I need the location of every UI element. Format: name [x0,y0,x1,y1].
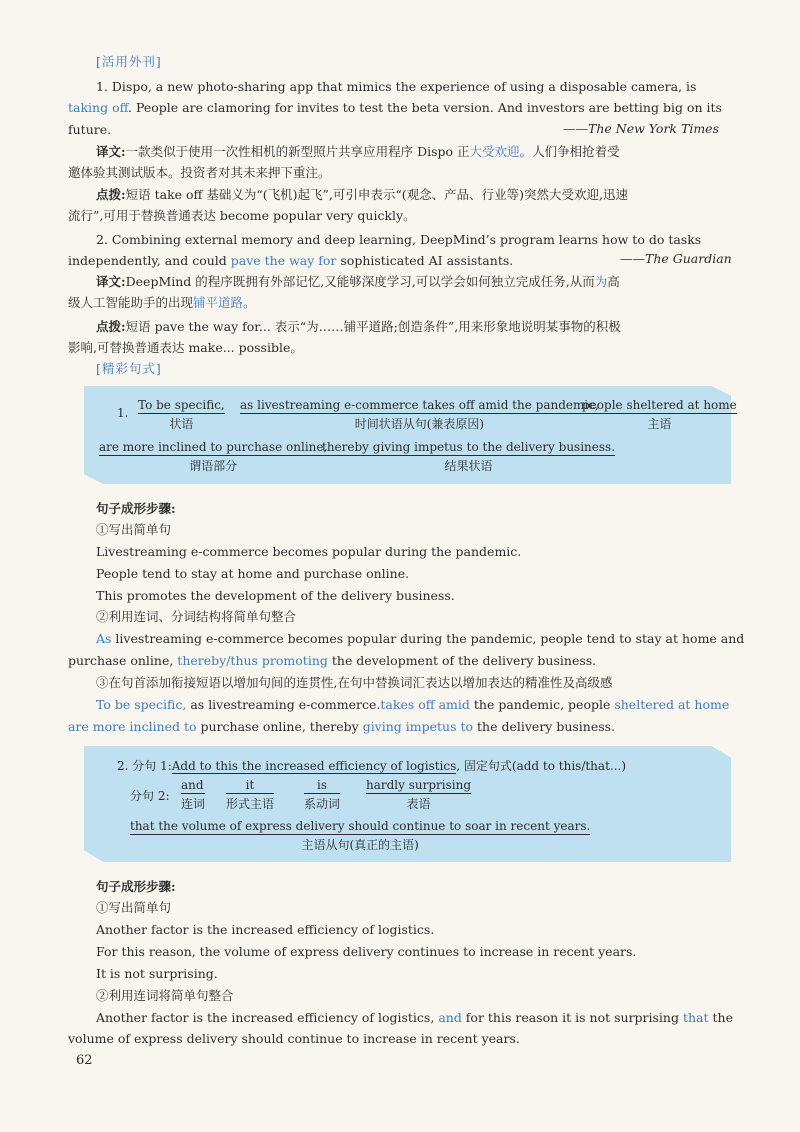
text: 短语 pave the way for... 表示“为……铺平道路;创造条件”,用来形象地说明某事物的积极 [125,319,621,334]
text: livestreaming e-commerce becomes popular during the pandemic, people tend to stay at home and [111,631,745,646]
step-sentence: Another factor is the increased efficiency of logistics. [96,922,435,937]
text: 一款类似于使用一次性相机的新型照片共享应用程序 Dispo 正 [125,144,470,159]
source-citation: ——The New York Times [563,121,719,136]
segment-label: 时间状语从句(兼表原因) [354,417,485,431]
example-1-line-1: 1. Dispo, a new photo-sharing app that mimics the experience of using a disposable camera, is [96,79,697,94]
step-sentence: Livestreaming e-commerce becomes popular during the pandemic. [96,544,522,559]
highlight-phrase: 大受欢迎 [469,144,520,159]
step-sentence [96,628,744,649]
segment-label: 结果状语 [444,459,493,473]
text: 。人们争相抢着受 [519,144,620,159]
step-sentence: People tend to stay at home and purchase online. [96,566,410,581]
steps-title: 句子成形步骤: [96,879,176,894]
highlight-phrase: 铺平道路 [193,295,244,310]
segment-text: hardly surprising [366,778,472,792]
segment-formal-subject [226,778,274,812]
text: purchase online, thereby [196,719,363,734]
translation-label: 译文: [96,274,126,289]
segment-label: 谓语部分 [189,459,238,473]
translation-1-line-2: 邀体验其测试版本。投资者对其未来押下重注。 [68,165,331,180]
box-1-number: 1. [117,406,129,420]
highlight-phrase: As [96,631,112,646]
step-heading: ①写出简单句 [96,900,172,915]
translation-1 [96,141,620,162]
clause-1-line [117,757,626,774]
step-heading: ③在句首添加衔接短语以增加句间的连贯性,在句中替换词汇表达以增加表达的精准性及高级感 [96,675,613,690]
segment-conjunction [181,778,205,812]
source-citation: ——The Guardian [620,251,732,266]
steps-title: 句子成形步骤: [96,501,176,516]
highlight-phrase: taking off [68,100,129,115]
fixed-pattern-note: , 固定句式(add to this/that...) [456,759,627,773]
tip-2-line-2: 影响,可替换普通表达 make... possible。 [68,340,303,355]
text: DeepMind 的程序既拥有外部记忆,又能够深度学习,可以学会如何独立完成任务,从而 [125,274,595,289]
segment-label: 主语 [647,417,672,431]
highlight-phrase: giving impetus to [362,719,474,734]
text: sophisticated AI assistants. [336,253,514,268]
segment-text: it [226,778,274,794]
step-sentence: For this reason, the volume of express delivery continues to increase in recent years. [96,944,637,959]
clause-label: 2. 分句 1: [117,759,172,773]
segment-text: is [304,778,340,794]
step-heading: ①写出简单句 [96,522,172,537]
segment-text: and [181,778,204,792]
segment-label: 表语 [406,797,431,811]
tip-1 [96,184,628,205]
text: as livestreaming e-commerce. [186,697,381,712]
text: 级人工智能助手的出现 [68,295,194,310]
text: 高 [607,274,620,289]
highlight-phrase: pave the way for [230,253,337,268]
segment-predicate [99,440,327,474]
page-number: 62 [76,1053,93,1068]
highlight-phrase: takes off amid [380,697,470,712]
segment-label: 主语从句(真正的主语) [301,838,419,852]
translation-label: 译文: [96,144,126,159]
text: purchase online, [68,653,178,668]
segment-text: people sheltered at home [582,398,737,412]
text: independently, and could [68,253,231,268]
segment-subject [582,398,737,432]
section-heading-sentences: [精彩句式] [96,361,162,376]
segment-text: are more inclined to purchase online, [99,440,328,454]
highlight-phrase: that [682,1010,709,1025]
clause-2-label: 分句 2: [130,789,170,803]
tip-2 [96,316,621,337]
text: the [708,1010,733,1025]
example-2-line-2 [68,250,513,271]
tip-label: 点拨: [96,319,126,334]
tip-1-line-2: 流行”,可用于替换普通表达 become popular very quickly。 [68,208,416,223]
text: the delivery business. [473,719,616,734]
step-sentence [68,650,596,671]
segment-linking-verb [304,778,340,812]
highlight-phrase: To be specific, [96,697,187,712]
text: the pandemic, people [469,697,615,712]
step-sentence [96,694,729,715]
text: the development of the delivery business. [327,653,597,668]
segment-label: 连词 [181,797,206,811]
segment-adverbial [138,398,225,432]
segment-text: To be specific, [138,398,225,412]
segment-label: 形式主语 [226,797,275,811]
highlight-phrase: 为 [594,274,608,289]
clause-1-text: Add to this the increased efficiency of logistics [171,759,457,773]
tip-label: 点拨: [96,187,126,202]
step-sentence: It is not surprising. [96,966,218,981]
step-sentence: This promotes the development of the delivery business. [96,588,455,603]
highlight-phrase: thereby/thus promoting [177,653,328,668]
highlight-phrase: and [438,1010,462,1025]
text: . People are clamoring for invites to test the beta version. And investors are betting big on its [128,100,722,115]
step-heading: ②利用连词、分词结构将简单句整合 [96,609,297,624]
highlight-phrase: are more inclined to [68,719,197,734]
step-sentence [96,1007,733,1028]
text: 短语 take off 基础义为“(飞机)起飞”,可引申表示“(观念、产品、行业等)突然大受欢迎,迅速 [125,187,629,202]
step-sentence [68,716,615,737]
translation-2 [96,271,620,292]
segment-subject-clause [130,819,590,853]
segment-text: thereby giving impetus to the delivery business. [322,440,616,454]
highlight-phrase: sheltered at home [614,697,730,712]
text: for this reason it is not surprising [461,1010,683,1025]
example-1-line-2 [68,97,722,118]
example-1-line-3: future. [68,122,112,137]
text: Another factor is the increased efficiency of logistics, [96,1010,439,1025]
section-heading-usage: [活用外刊] [96,54,162,69]
step-sentence: volume of express delivery should continue to increase in recent years. [68,1031,520,1046]
segment-predicative [366,778,471,812]
segment-label: 系动词 [304,797,341,811]
step-heading: ②利用连词将简单句整合 [96,988,234,1003]
segment-text: as livestreaming e-commerce takes off amid the pandemic, [240,398,599,412]
text: 。 [243,295,256,310]
segment-time-clause [240,398,599,432]
segment-label: 状语 [169,417,194,431]
segment-text: that the volume of express delivery should continue to soar in recent years. [130,819,591,833]
segment-result-adverbial [322,440,615,474]
example-2-line-1: 2. Combining external memory and deep learning, DeepMind’s program learns how to do tasks [96,232,702,247]
translation-2-line-2 [68,292,256,313]
